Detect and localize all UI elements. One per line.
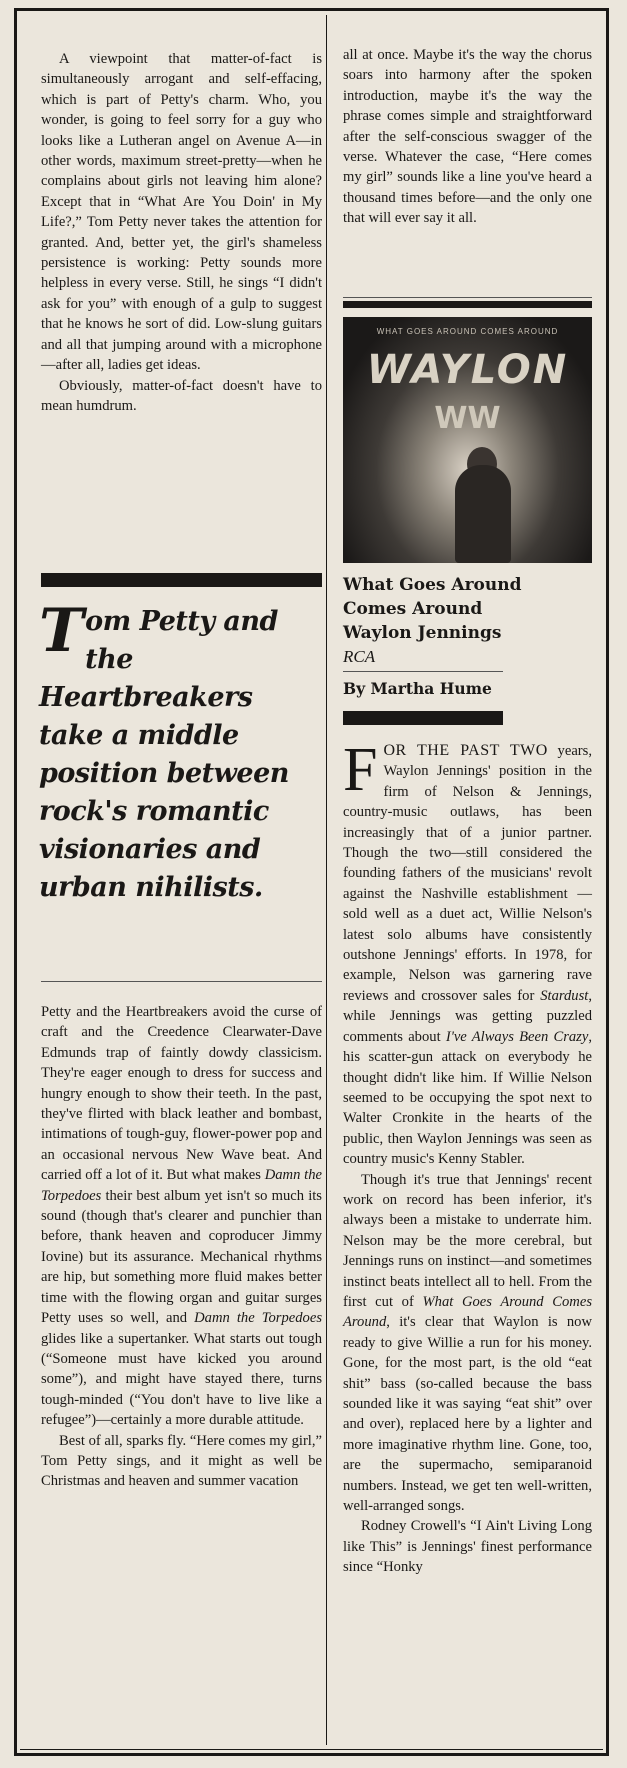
album-cover-wordmark: WAYLON xyxy=(366,347,569,393)
singer-figure xyxy=(455,465,511,563)
paragraph: Though it's true that Jennings' recent work on record has been inferior, it's always been a mistake to underrate him. Nelson may be the more cerebral, but Jennings runs on instinct—and sometimes instinct beats intellect all to hell. From the first cut of What Goes Around Comes Around, it's clear that Waylon is now ready to give Willie a run for his money. Gone, for the most part, is the old “eat shit” bass (so-called because the bass sounded like it was saying “eat shit” over and over), replaced here by a lighter and more imaginative rhythm line. Gone, too, are the supermacho, semiparanoid numbers. Instead, we get ten well-written, well-arranged songs. xyxy=(343,1171,592,1515)
magazine-page xyxy=(14,8,609,1756)
album-title: Damn the Torpedoes xyxy=(41,1167,322,1204)
pull-quote-text: om Petty and the Heartbreakers take a middle position between rock's romantic visionaries and urban nihilists. xyxy=(39,606,289,903)
album-cover-image xyxy=(343,317,592,563)
review-label: RCA xyxy=(343,647,376,666)
review-title: Comes Around xyxy=(343,599,483,619)
paragraph: Rodney Crowell's “I Ain't Living Long like This” is Jennings' finest performance since “Honky xyxy=(343,1518,592,1576)
left-column-top xyxy=(41,49,322,416)
drop-cap: F xyxy=(343,736,378,804)
section-bar xyxy=(343,301,592,308)
album-title: I've Always Been Crazy xyxy=(445,1028,589,1045)
pull-quote-rule xyxy=(41,981,322,982)
pull-quote-initial: T xyxy=(39,596,84,666)
column-divider xyxy=(326,15,327,1745)
album-cover-top-text: WHAT GOES AROUND COMES AROUND xyxy=(376,327,559,336)
right-column-top xyxy=(343,45,592,229)
paragraph: all at once. Maybe it's the way the chorus soars into harmony after the spoken introduction, maybe it's the way the phrase comes simple and straightforward after the self-conscious swagger of the verse. Whatever the case, “Here comes my girl” sounds like a line you've heard a thousand times before—and the only one that will ever say it all. xyxy=(343,47,592,227)
paragraph: Obviously, matter-of-fact doesn't have to mean humdrum. xyxy=(41,377,322,414)
review-artist: Waylon Jennings xyxy=(343,623,502,643)
paragraph: Petty and the Heartbreakers avoid the curse of craft and the Creedence Clearwater-Dave Edmunds trap of faintly dowdy classicism. They're eager enough to dress for success and hungry enough to show their teeth. In the past, they've flirted with black leather and bombast, intimations of tough-guy, flower-power pop and an occasional nervous New Wave beat. And carried off a lot of it. But what makes Damn the Torpedoes their best album yet isn't so much its sound (though that's clearer and punchier than before, thank heaven and coproducer Jimmy Iovine) but its assurance. Mechanical rhythms are hip, but something more fluid makes better time with the flowing organ and guitar surges Petty uses so well, and Damn the Torpedoes glides like a supertanker. What starts out tough (“Someone must have kicked you around some”), and might have stayed there, turns tough-minded (“You don't have to live like a refugee”)—certainly a more durable attitude. xyxy=(41,1004,322,1429)
paragraph: FOR THE PAST TWO years, Waylon Jennings' position in the firm of Nelson & Jennings, country-music outlaws, has been increasingly that of a junior partner. Though the two—still considered the founding fathers of the musicians' revolt against the Nashville establishment — sold well as a duet act, Willie Nelson's latest solo albums have consistently outshone Jennings' efforts. In 1978, for example, Nelson was garnering rave reviews and crossover sales for Stardust, while Jennings was getting puzzled comments about I've Always Been Crazy, his scatter-gun attack on everybody he thought didn't like him. If Willie Nelson seemed to be occupying the spot next to Walter Cronkite in the hearts of the public, then Waylon Jennings was seen as country music's Kenny Stabler. xyxy=(343,736,592,1168)
paragraph: A viewpoint that matter-of-fact is simultaneously arrogant and self-effacing, which is part of Petty's charm. Who, you wonder, is going to feel sorry for a guy who looks like a Lutheran angel on Avenue A—in other words, maximum street-pretty—when he complains about girls not leaving him alone? Except that in “What Are You Doin' in My Life?,” Tom Petty never takes the attention for granted. And, better yet, the girl's shameless persistence is working: Petty sounds more helpless in every verse. Still, he sings “I didn't ask for you” with enough of a gulp to suggest that he knows he sort of did. Low-slung guitars and all that jumping around with a microphone—after all, ladies get ideas. xyxy=(41,51,322,374)
rule xyxy=(343,297,592,298)
section-bar xyxy=(41,573,322,587)
byline: By Martha Hume xyxy=(343,679,492,698)
album-title: Damn the Torpedoes xyxy=(194,1310,322,1327)
album-cover-emblem: WW xyxy=(434,401,501,436)
album-title: Stardust xyxy=(540,987,589,1004)
rule xyxy=(343,671,503,672)
pull-quote xyxy=(39,596,324,907)
left-column-bottom xyxy=(41,1002,322,1492)
review-title: What Goes Around xyxy=(343,575,522,595)
review-header xyxy=(343,573,593,669)
album-title: What Goes Around Comes Around xyxy=(343,1293,592,1331)
review-body xyxy=(343,736,592,1578)
paragraph: Best of all, sparks fly. “Here comes my girl,” Tom Petty sings, and it might as well be Christmas and heaven and summer vacation xyxy=(41,1432,322,1490)
section-bar xyxy=(343,711,503,725)
